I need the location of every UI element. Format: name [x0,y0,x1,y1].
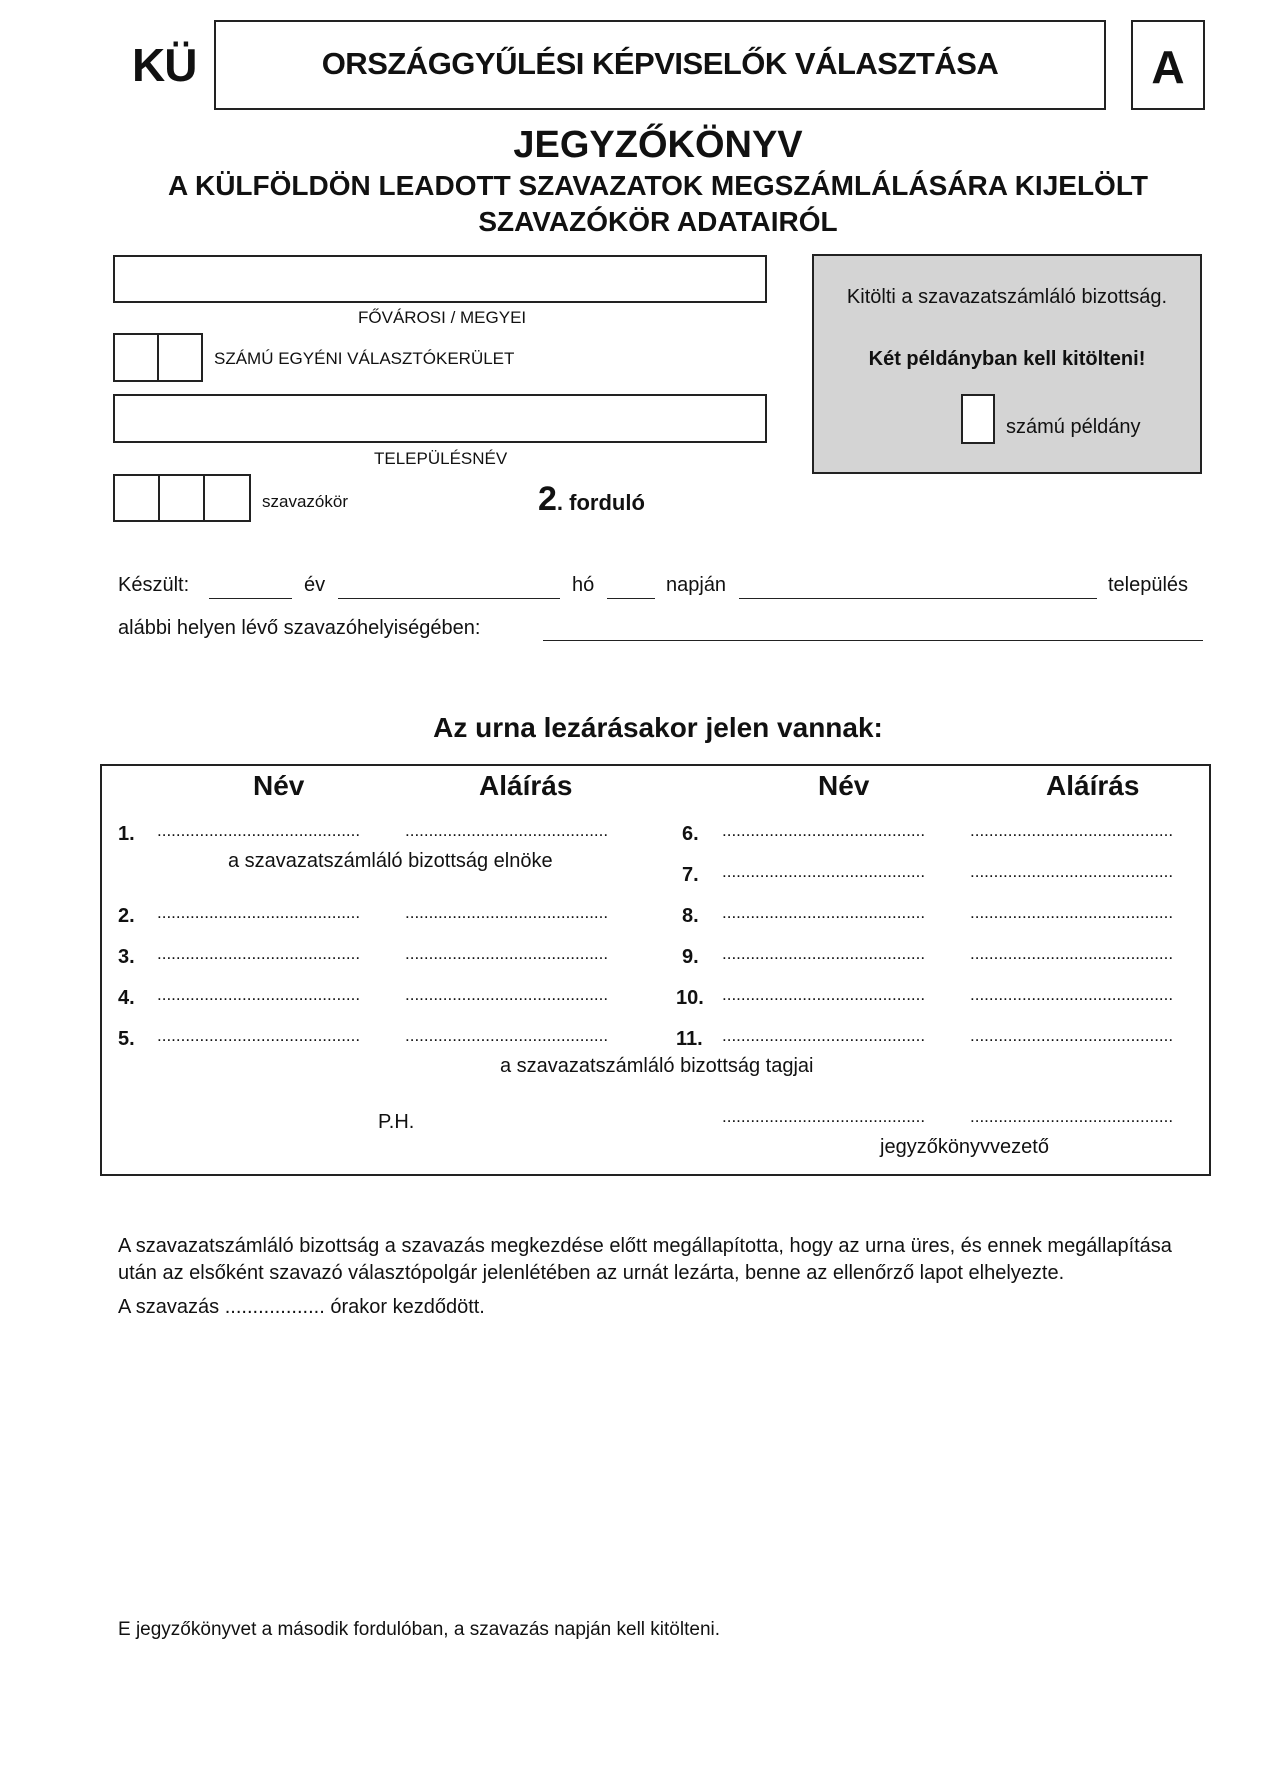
district-label: SZÁMÚ EGYÉNI VÁLASZTÓKERÜLET [214,349,515,368]
voting-start-time[interactable]: .................. [224,1296,325,1318]
signature-line-2[interactable]: ........................................... [405,903,609,922]
signature-line-3[interactable]: ........................................... [405,944,609,963]
round-label: . forduló [556,490,645,515]
day-field[interactable] [607,598,655,599]
attendance-table [100,764,1211,1176]
instruction-text: Kitölti a szavazatszámláló bizottság. [846,286,1168,308]
settlement-name-field[interactable] [739,598,1097,599]
name-line-4[interactable]: ........................................... [157,985,361,1004]
name-line-6[interactable]: ........................................... [722,821,926,840]
row-number-4: 4. [118,987,135,1009]
attendance-heading: Az urna lezárásakor jelen vannak: [433,712,883,743]
name-line-10[interactable]: ........................................... [722,985,926,1004]
version-letter: A [1151,41,1185,93]
copy-number-field[interactable] [961,394,995,444]
seal-label: P.H. [378,1111,415,1133]
county-label: FŐVÁROSI / MEGYEI [358,308,527,327]
col-signature-left: Aláírás [479,770,573,801]
row-number-9: 9. [682,946,699,968]
voting-start-suffix: órakor kezdődött. [330,1296,485,1318]
signature-line-9[interactable]: ........................................... [970,944,1174,963]
col-signature-right: Aláírás [1046,770,1140,801]
recorder-signature-line[interactable]: ........................................... [970,1107,1174,1126]
name-line-8[interactable]: ........................................... [722,903,926,922]
row-number-10: 10. [676,987,704,1009]
signature-line-6[interactable]: ........................................... [970,821,1174,840]
statement-line-1: A szavazatszámláló bizottság a szavazás megkezdése előtt megállapította, hogy az urna üres, és ennek megállapítása [118,1235,1172,1257]
copy-number-label: számú példány [1006,416,1141,438]
year-label: év [304,574,326,596]
instruction-box [812,254,1202,474]
signature-line-11[interactable]: ........................................... [970,1026,1174,1045]
day-label: napján [666,574,727,596]
row-number-6: 6. [682,823,699,845]
row-number-8: 8. [682,905,699,927]
form-code: KÜ [132,39,197,91]
footer-note: E jegyzőkönyvet a második fordulóban, a szavazás napján kell kitölteni. [118,1619,721,1640]
signature-line-7[interactable]: ........................................... [970,862,1174,881]
document-title: JEGYZŐKÖNYV [513,124,803,166]
name-line-11[interactable]: ........................................... [722,1026,926,1045]
signature-line-4[interactable]: ........................................... [405,985,609,1004]
county-field[interactable] [113,255,767,303]
settlement-label: TELEPÜLÉSNÉV [374,449,508,468]
signature-line-5[interactable]: ........................................... [405,1026,609,1045]
document-subtitle-line2: SZAVAZÓKÖR ADATAIRÓL [478,206,838,237]
settlement-field[interactable] [113,394,767,443]
signature-line-8[interactable]: ........................................... [970,903,1174,922]
month-label: hó [572,574,595,596]
month-field[interactable] [338,598,560,599]
precinct-digit-2[interactable] [158,474,205,522]
signature-line-10[interactable]: ........................................... [970,985,1174,1004]
year-field[interactable] [209,598,292,599]
name-line-3[interactable]: ........................................... [157,944,361,963]
made-label: Készült: [118,574,190,596]
col-name-left: Név [253,770,305,801]
district-digit-2[interactable] [157,333,203,382]
recorder-caption: jegyzőkönyvvezető [880,1136,1049,1158]
district-digit-1[interactable] [113,333,159,382]
settlement-suffix-label: település [1108,574,1189,596]
members-caption: a szavazatszámláló bizottság tagjai [500,1055,814,1077]
place-field[interactable] [543,640,1203,641]
precinct-label: szavazókör [262,492,348,511]
recorder-name-line[interactable]: ........................................... [722,1107,926,1126]
round-indicator [538,480,645,519]
election-title: ORSZÁGGYŰLÉSI KÉPVISELŐK VÁLASZTÁSA [321,46,999,81]
name-line-7[interactable]: ........................................... [722,862,926,881]
precinct-digit-1[interactable] [113,474,160,522]
voting-start-prefix: A szavazás [118,1296,220,1318]
version-box [1131,20,1205,110]
statement-line-2: után az elsőként szavazó választópolgár jelenlétében az urnát lezárta, benne az ellenőrző lapot elhelyezte. [118,1262,1065,1284]
col-name-right: Név [818,770,870,801]
signature-line-1[interactable]: ........................................... [405,821,609,840]
document-subtitle-line1: A KÜLFÖLDÖN LEADOTT SZAVAZATOK MEGSZÁMLÁLÁSÁRA KIJELÖLT [168,170,1148,201]
row-number-3: 3. [118,946,135,968]
name-line-5[interactable]: ........................................... [157,1026,361,1045]
row-number-5: 5. [118,1028,135,1050]
name-line-9[interactable]: ........................................... [722,944,926,963]
instruction-copies: Két példányban kell kitölteni! [868,348,1146,370]
voting-start [118,1296,485,1319]
round-number: 2 [538,480,557,518]
election-title-box [214,20,1106,110]
name-line-1[interactable]: ........................................... [157,821,361,840]
chair-caption: a szavazatszámláló bizottság elnöke [228,850,553,872]
precinct-digit-3[interactable] [203,474,251,522]
row-number-2: 2. [118,905,135,927]
row-number-7: 7. [682,864,699,886]
name-line-2[interactable]: ........................................... [157,903,361,922]
row-number-1: 1. [118,823,135,845]
row-number-11: 11. [676,1028,703,1050]
place-label: alábbi helyen lévő szavazóhelyiségében: [118,617,481,639]
